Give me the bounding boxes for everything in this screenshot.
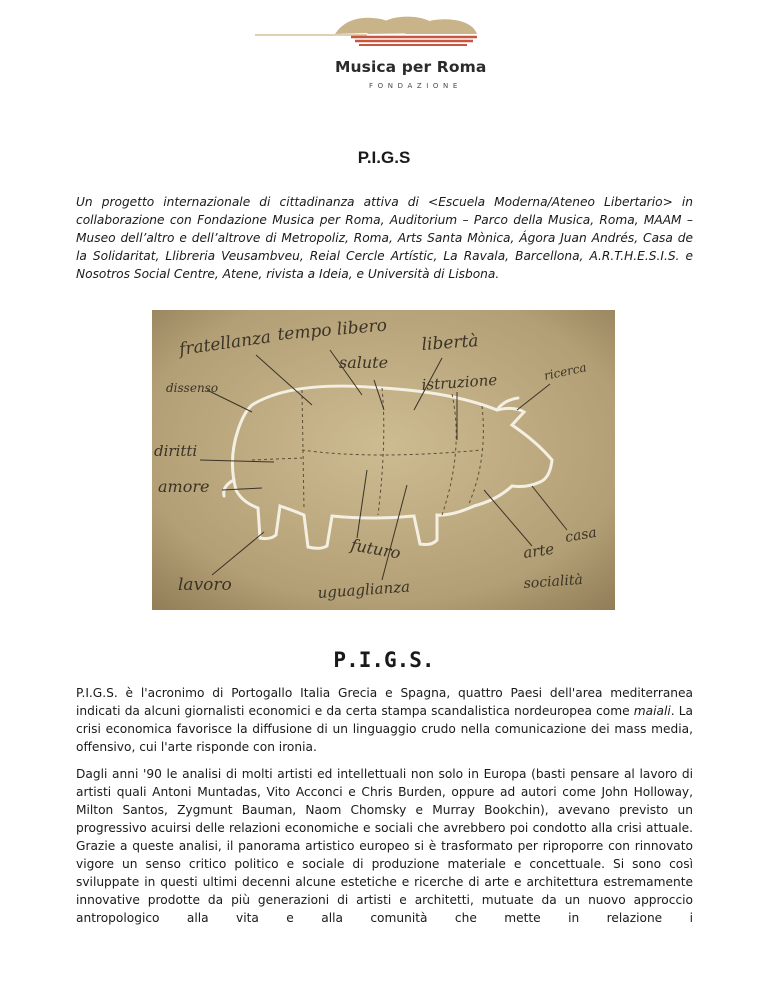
p1-pre: P.I.G.S. è l'acronimo di Portogallo Italia Grecia e Spagna, quattro Paesi dell'area mediterranea indicati da alcuni giornalisti economici e da certa stampa scandalistica nordeuropea come [76,686,693,718]
body-text [76,684,693,936]
page-title: P.I.G.S [357,148,411,167]
label-casa: casa [563,524,598,546]
label-uguaglianza: uguaglianza [317,577,411,602]
label-amore: amore [158,477,210,496]
intro-paragraph [76,193,693,283]
body-paragraph-1 [76,684,693,756]
label-istruzione: istruzione [421,370,498,394]
label-ricerca: ricerca [542,360,588,383]
label-tempo-libero: tempo libero [276,315,388,345]
label-arte: arte [522,539,556,562]
musica-per-roma-logo [255,12,505,92]
label-diritti: diritti [154,442,198,460]
label-liberta: libertà [420,331,480,355]
label-socialita: socialità [523,571,584,592]
label-salute: salute [339,353,389,372]
logo-name: Musica per Roma [335,58,487,76]
label-dissenso: dissenso [166,381,219,395]
intro-text: Un progetto internazionale di cittadinanza attiva di <Escuela Moderna/Ateneo Libertario> in collaborazione con Fondazione Musica per Roma, Auditorium – Parco della Musica, Roma, MAAM – Museo dell’altro e dell’altrove di Metropoliz, Roma, Arts Santa Mònica, Ágora Juan Andrés, Casa de la Solidaritat, Llibreria Veusambveu, Reial Cercle Artístic, La Ravala, Barcellona, A.R.T.H.E.S.I.S. e Nosotros Social Centre, Atene, rivista a Ideia, e Università di Lisbona. [76,195,693,281]
p1-post: . La crisi economica favorisce la diffusione di un linguaggio crudo nella comunicazione dei mass media, offensivo, cui l'arte risponde con ironia. [76,704,693,754]
body-paragraph-2: Dagli anni '90 le analisi di molti artisti ed intellettuali non solo in Europa (basti pensare al lavoro di artisti quali Antoni Muntadas, Vito Acconci e Chris Burden, oppure ad autori come John Holloway, Milton Santos, Zygmunt Bauman, Naom Chomsky e Murray Bookchin), avevano previsto un progressivo acuirsi delle relazioni economiche e sociali che avrebbero poi condotto alla crisi attuale. Grazie a queste analisi, il panorama artistico europeo si è trasformato per riproporre con rinnovato vigore un senso critico politico e sociale di produzione materiale e concettuale. Si sono così sviluppate in questi ultimi decenni alcune estetiche e ricerche di arte e architettura estremamente innovative prodotte da più generazioni di artisti e architetti, mutuate da un nuovo approccio antropologico alla vita e alla comunità che mette in relazione i [76,767,693,925]
pig-drawing [152,310,615,610]
logo-subtitle: FONDAZIONE [369,82,462,90]
label-fratellanza: fratellanza [177,327,273,360]
logo-mark-icon [255,12,505,57]
section-title: P.I.G.S. [333,648,435,672]
label-lavoro: lavoro [178,575,232,595]
p1-emphasis: maiali [633,704,671,718]
label-futuro: futuro [349,535,403,563]
